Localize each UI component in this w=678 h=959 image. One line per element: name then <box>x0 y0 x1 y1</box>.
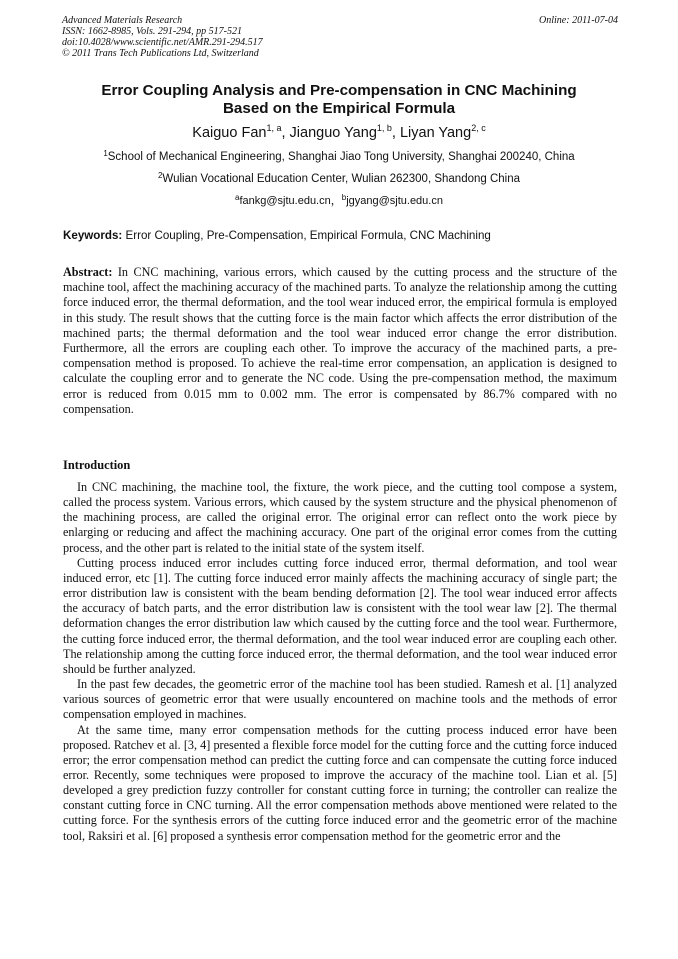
keywords <box>63 229 617 243</box>
author-affiliation-mark: 1, a <box>266 123 282 133</box>
paragraph: In CNC machining, the machine tool, the fixture, the work piece, and the cutting tool compose a system, called the process system. Various errors, which caused by the system structure and the physical phenomenon of the machining process, are called the original error. The original error can reflect onto the work piece by enlarging or reducing and affect the machining accuracy. One part of the original error comes from the cutting process, and the other part is related to the initial state of the system itself. <box>63 480 617 555</box>
author-name: Liyan Yang <box>399 125 472 141</box>
journal-header <box>62 15 618 59</box>
affiliation-text: School of Mechanical Engineering, Shanghai Jiao Tong University, Shanghai 200240, China <box>107 151 575 163</box>
keywords-text: Error Coupling, Pre-Compensation, Empirical Formula, CNC Machining <box>122 229 491 242</box>
paragraph: Cutting process induced error includes cutting force induced error, thermal deformation, and tool wear induced error, etc [1]. The cutting force induced error mainly affects the machining accuracy of single part; the error distribution law is consistent with the beam bending deformation [2]. The tool wear induced error affects the accuracy of batch parts, and the error distribution law is consistent with the tool wear law [2]. The thermal deformation changes the error distribution law which caused by the cutting force and the tool wear. Furthermore, the cutting force induced error, the thermal deformation, and the tool wear induced error are coupling each other. The relationship among the cutting force induced error, the thermal deformation, and the tool wear induced error should be further analyzed. <box>63 555 617 676</box>
email-mark-a: a <box>235 193 240 202</box>
section-heading-introduction: Introduction <box>63 458 131 472</box>
author-name: Jianguo Yang <box>289 125 377 141</box>
abstract <box>63 265 617 417</box>
affiliation-2 <box>62 172 616 186</box>
journal-name: Advanced Materials Research <box>62 15 183 26</box>
author-emails <box>62 194 616 208</box>
abstract-text: In CNC machining, various errors, which caused by the cutting process and the structure of the machine tool, affect the machining accuracy of the machined parts. To analyze the relationship among the cutting force induced error, the thermal deformation, and the tool wear induced error, the empirical formula is employed in this study. The result shows that the cutting force is the main factor which affects the error distribution of the machined parts; the thermal deformation and the tool wear induced error change the error distribution. Furthermore, all the errors are coupling each other. To improve the accuracy of the machined parts, a pre-compensation method is proposed. To achieve the real-time error compensation, an application is designed to calculate the coupling error and to generate the NC code. Using the pre-compensation method, the maximum error is reduced from 0.015 mm to 0.002 mm. The error is compensated by 86.7% compared with no compensation. <box>63 265 617 416</box>
introduction-body <box>63 480 617 844</box>
keywords-label: Keywords: <box>63 229 123 242</box>
paragraph: In the past few decades, the geometric error of the machine tool has been studied. Ramesh et al. [1] analyzed various sources of geometric error that were usually encountered on machine tools and the methods of error compensation employed in machines. <box>63 677 617 722</box>
email-b[interactable]: jgyang@sjtu.edu.cn <box>346 195 443 207</box>
author-separator: , <box>281 125 290 141</box>
author-separator: , <box>391 125 400 141</box>
paper-title <box>62 82 616 118</box>
title-line-2: Based on the Empirical Formula <box>222 100 456 117</box>
author-list <box>62 124 616 142</box>
paragraph: At the same time, many error compensation methods for the cutting process induced error have been proposed. Ratchev et al. [3, 4] presented a flexible force model for the cutting force and the cutting force induced error; the error compensation method can predict the cutting force and can compensate the cutting force induced error. Recently, some techniques were proposed to improve the accuracy of the machine tool. Lian et al. [5] developed a grey prediction fuzzy controller for constant cutting force in turning; the controller can realize the constant cutting force in CNC turning. All the error compensation methods above mentioned were related to the cutting force. For the synthesis errors of the cutting force induced error and the geometric error of the machine tool, Raksiri et al. [6] proposed a synthesis error compensation method for the geometric error and the <box>63 722 617 843</box>
affiliation-1 <box>62 150 616 164</box>
abstract-label: Abstract: <box>63 265 113 279</box>
author-affiliation-mark: 1, b <box>376 123 392 133</box>
issn-line: ISSN: 1662-8985, Vols. 291-294, pp 517-521 <box>62 26 242 37</box>
email-separator: ， <box>330 195 342 207</box>
online-date: Online: 2011-07-04 <box>539 15 618 26</box>
copyright-line: © 2011 Trans Tech Publications Ltd, Switzerland <box>62 48 259 59</box>
affiliation-mark: 1 <box>103 149 108 158</box>
title-line-1: Error Coupling Analysis and Pre-compensation in CNC Machining <box>101 82 577 99</box>
email-mark-b: b <box>341 193 347 202</box>
author-name: Kaiguo Fan <box>192 125 267 141</box>
email-a[interactable]: fankg@sjtu.edu.cn <box>239 195 331 207</box>
affiliation-mark: 2 <box>157 171 163 180</box>
affiliation-text: Wulian Vocational Education Center, Wulian 262300, Shandong China <box>162 173 521 185</box>
doi-line: doi:10.4028/www.scientific.net/AMR.291-294.517 <box>62 37 263 48</box>
author-affiliation-mark: 2, c <box>471 123 486 133</box>
